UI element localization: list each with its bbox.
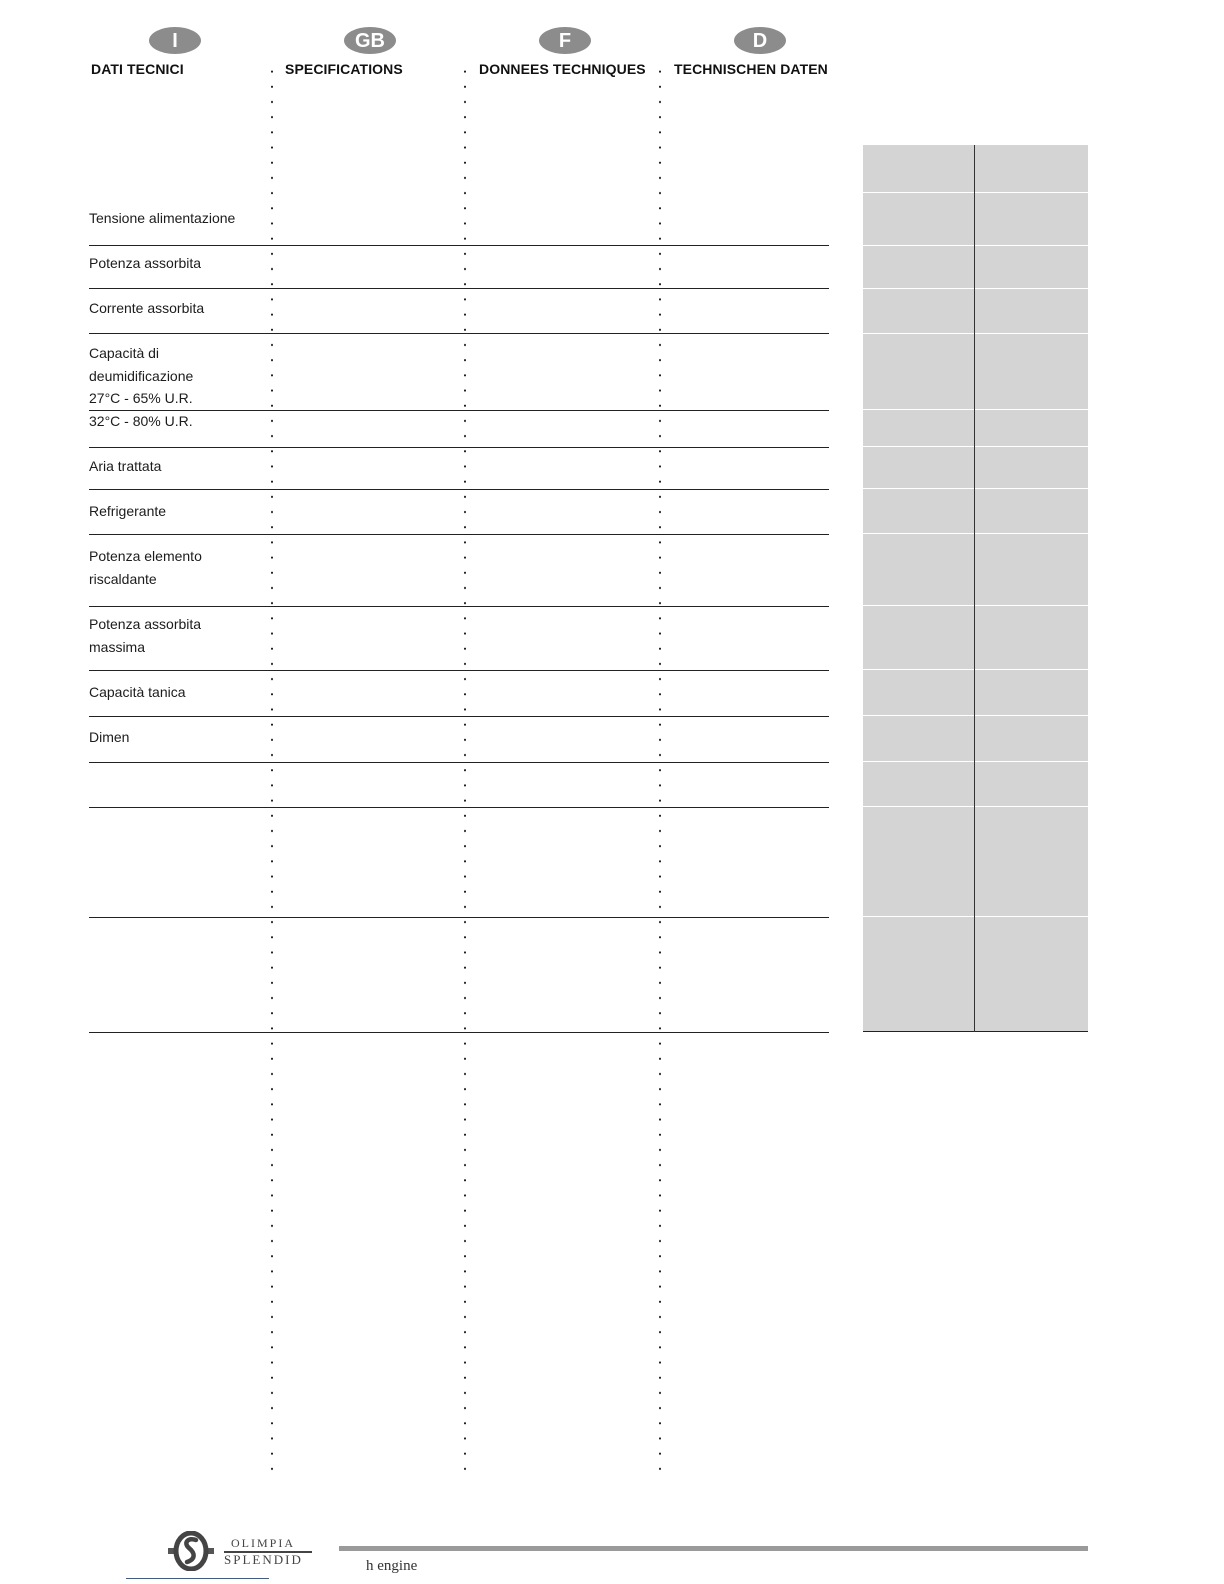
row-divider	[89, 807, 829, 808]
table-cell	[863, 762, 974, 807]
table-cell	[975, 917, 1088, 1032]
table-cell	[975, 145, 1088, 193]
table-cell	[863, 606, 974, 670]
table-cell	[863, 534, 974, 606]
brand-name-line1: OLIMPIA	[231, 1536, 295, 1550]
row-divider	[89, 447, 829, 448]
table-cell	[863, 489, 974, 534]
label-line: Corrente assorbita	[89, 300, 205, 316]
dotted-separator	[659, 64, 661, 1474]
label-line: Potenza assorbita	[89, 255, 202, 271]
row-divider	[89, 489, 829, 490]
heading-donnees-techniques: DONNEES TECHNIQUES	[479, 61, 646, 77]
badge-italian: I	[149, 27, 201, 54]
table-cell	[863, 807, 974, 917]
values-table	[863, 145, 1088, 1032]
table-cell	[975, 716, 1088, 762]
dotted-separator	[464, 64, 466, 1474]
logo-mark-icon	[168, 1531, 214, 1571]
table-cell	[975, 606, 1088, 670]
row-divider	[89, 917, 829, 918]
label-refrigerante	[89, 500, 259, 523]
label-line: Aria trattata	[89, 458, 162, 474]
footer-rule	[339, 1546, 1088, 1551]
table-cell	[975, 489, 1088, 534]
heading-dati-tecnici: DATI TECNICI	[91, 61, 184, 77]
table-cell	[975, 334, 1088, 410]
label-line: massima	[89, 638, 146, 655]
table-cell	[863, 410, 974, 447]
label-line: 27°C - 65% U.R.	[89, 390, 193, 406]
heading-technischen-daten: TECHNISCHEN DATEN	[674, 61, 828, 77]
badge-french: F	[539, 27, 591, 54]
badge-english: GB	[344, 27, 396, 54]
dotted-separator	[271, 64, 273, 1474]
table-cell	[975, 807, 1088, 917]
label-capacita-deumidificazione	[89, 342, 259, 410]
row-divider	[89, 606, 829, 607]
row-divider	[89, 534, 829, 535]
table-cell	[975, 246, 1088, 289]
table-cell	[863, 670, 974, 716]
label-potenza-elemento-riscaldante	[89, 545, 259, 590]
label-line: Tensione alimentazione	[89, 210, 236, 226]
label-potenza-assorbita-massima	[89, 613, 259, 658]
row-divider	[89, 245, 829, 246]
row-divider	[89, 333, 829, 334]
label-line: Dimen	[89, 729, 130, 745]
label-capacita-tanica	[89, 681, 259, 704]
olimpia-splendid-logo	[168, 1530, 316, 1572]
label-line: riscaldante	[89, 570, 157, 587]
label-line: Capacità tanica	[89, 684, 186, 700]
table-cell	[863, 917, 974, 1032]
table-cell	[975, 534, 1088, 606]
table-cell	[863, 193, 974, 246]
label-corrente-assorbita	[89, 297, 259, 320]
table-cell	[863, 447, 974, 489]
table-cell	[863, 716, 974, 762]
label-line: Capacità di	[89, 345, 160, 361]
label-dimen	[89, 726, 259, 749]
row-divider	[89, 670, 829, 671]
table-cell	[863, 246, 974, 289]
table-column-divider	[974, 145, 975, 1032]
label-line: Potenza elemento	[89, 548, 202, 564]
brand-name-line2: SPLENDID	[224, 1552, 303, 1567]
label-aria-trattata	[89, 455, 259, 478]
heading-specifications: SPECIFICATIONS	[285, 61, 403, 77]
row-divider	[89, 288, 829, 289]
row-divider	[89, 762, 829, 763]
link-underline	[126, 1578, 269, 1579]
table-cell	[863, 145, 974, 193]
label-line: Potenza assorbita	[89, 616, 202, 632]
label-32c-80ur	[89, 410, 259, 433]
table-cell	[975, 670, 1088, 716]
table-cell	[975, 193, 1088, 246]
label-line: 32°C - 80% U.R.	[89, 413, 193, 429]
table-cell	[975, 762, 1088, 807]
label-potenza-assorbita	[89, 252, 259, 275]
label-tensione-alimentazione	[89, 207, 259, 230]
row-divider	[89, 1032, 829, 1033]
table-cell	[975, 410, 1088, 447]
table-cell	[975, 289, 1088, 334]
badge-german: D	[734, 27, 786, 54]
label-line: Refrigerante	[89, 503, 167, 519]
table-cell	[975, 447, 1088, 489]
table-cell	[863, 334, 974, 410]
label-line: deumidificazione	[89, 367, 194, 384]
row-divider	[89, 716, 829, 717]
table-cell	[863, 289, 974, 334]
footer-text: h engine	[366, 1558, 418, 1574]
